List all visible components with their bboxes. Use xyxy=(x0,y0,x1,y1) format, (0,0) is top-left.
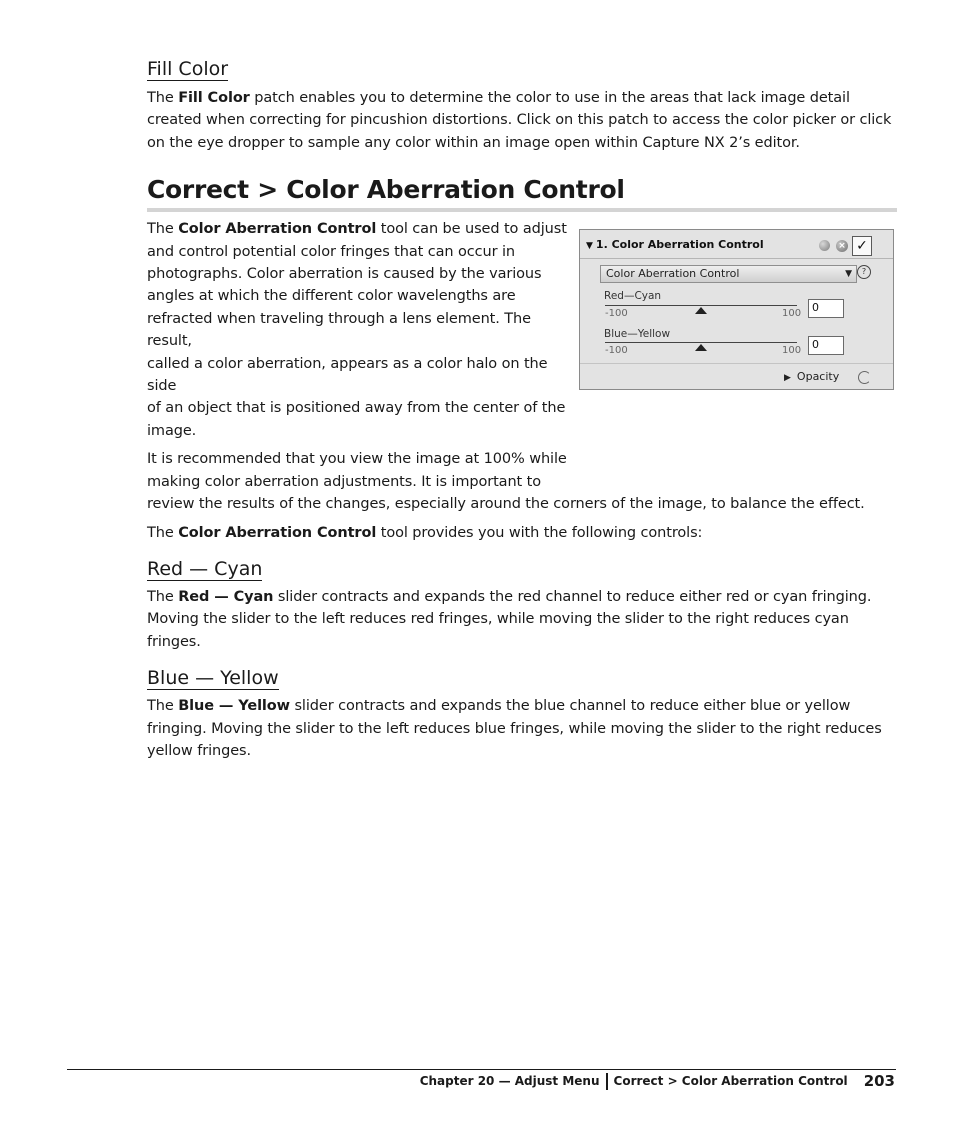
blue-yellow-slider-track[interactable] xyxy=(605,342,797,343)
red-cyan-value-input[interactable]: 0 xyxy=(808,299,844,318)
blue-yellow-slider-thumb[interactable] xyxy=(695,344,707,351)
intro-paragraph: The Color Aberration Control tool can be used to adjust and control potential color fringes that can occur in photographs. Color aberration is caused by the various angles at which the different color wavelengths are refracted when traveling through a lens element. The result, called a color aberration, appears as a color halo on the side of an object that is positioned away from the center of the image. xyxy=(147,221,567,439)
red-cyan-heading: Red — Cyan xyxy=(147,557,263,580)
footer-divider xyxy=(606,1073,608,1090)
page-content xyxy=(147,58,899,762)
red-cyan-slider-label: Red—Cyan xyxy=(604,290,662,302)
method-dropdown[interactable]: Color Aberration Control ▼ xyxy=(600,265,857,283)
opacity-mask-icon[interactable] xyxy=(858,371,871,384)
expand-triangle-icon: ▶ xyxy=(784,373,791,383)
footer-section: Correct > Color Aberration Control xyxy=(613,1074,848,1088)
opacity-toggle[interactable]: ▶ Opacity xyxy=(784,370,840,383)
page-number: 203 xyxy=(863,1072,895,1090)
red-cyan-slider-track[interactable] xyxy=(605,305,797,306)
blue-yellow-value-input[interactable]: 0 xyxy=(808,336,844,355)
red-cyan-max: 100 xyxy=(782,308,802,319)
red-cyan-paragraph: The Red — Cyan slider contracts and expands the red channel to reduce either red or cyan fringing. Moving the slider to the left reduces red fringes, while moving the slider to the right reduces cyan fringes. xyxy=(147,588,872,650)
panel-footer-divider xyxy=(580,363,893,364)
collapse-triangle-icon[interactable]: ▼ xyxy=(586,241,593,251)
color-aberration-panel xyxy=(579,229,894,390)
chevron-down-icon: ▼ xyxy=(845,269,852,279)
blue-yellow-max: 100 xyxy=(782,345,802,356)
help-icon[interactable]: ? xyxy=(857,265,871,279)
panel-title[interactable]: ▼ 1. Color Aberration Control xyxy=(586,238,764,251)
footer-rule xyxy=(67,1069,896,1070)
enable-checkbox[interactable]: ✓ xyxy=(852,236,872,256)
page-footer xyxy=(420,1072,895,1090)
red-cyan-slider-thumb[interactable] xyxy=(695,307,707,314)
footer-chapter: Chapter 20 — Adjust Menu xyxy=(419,1074,600,1088)
panel-header-divider xyxy=(580,258,893,259)
blue-yellow-heading: Blue — Yellow xyxy=(147,667,279,690)
controls-paragraph: The Color Aberration Control tool provides you with the following controls: xyxy=(147,524,703,541)
recommendation-paragraph: It is recommended that you view the image at 100% while making color aberration adjustments. It is important to review the results of the changes, especially around the corners of the image, to balance the effect. xyxy=(147,451,865,513)
blue-yellow-slider-label: Blue—Yellow xyxy=(604,328,671,340)
red-cyan-min: -100 xyxy=(605,308,628,319)
section-title-rule xyxy=(147,208,897,212)
section-title: Correct > Color Aberration Control xyxy=(147,175,625,205)
blue-yellow-min: -100 xyxy=(605,345,628,356)
blue-yellow-paragraph: The Blue — Yellow slider contracts and expands the blue channel to reduce either blue or yellow fringing. Moving the slider to the left reduces blue fringes, while moving the slider to the right reduces yellow fringes. xyxy=(147,698,882,759)
fill-color-heading: Fill Color xyxy=(147,58,229,80)
fill-color-paragraph: The Fill Color patch enables you to determine the color to use in the areas that lack image detail created when correcting for pincushion distortions. Click on this patch to access the color picker or click on the eye dropper to sample any color within an image open within Capture NX 2’s editor. xyxy=(147,90,892,151)
reset-icon[interactable] xyxy=(819,240,830,251)
close-icon[interactable]: × xyxy=(836,240,848,252)
